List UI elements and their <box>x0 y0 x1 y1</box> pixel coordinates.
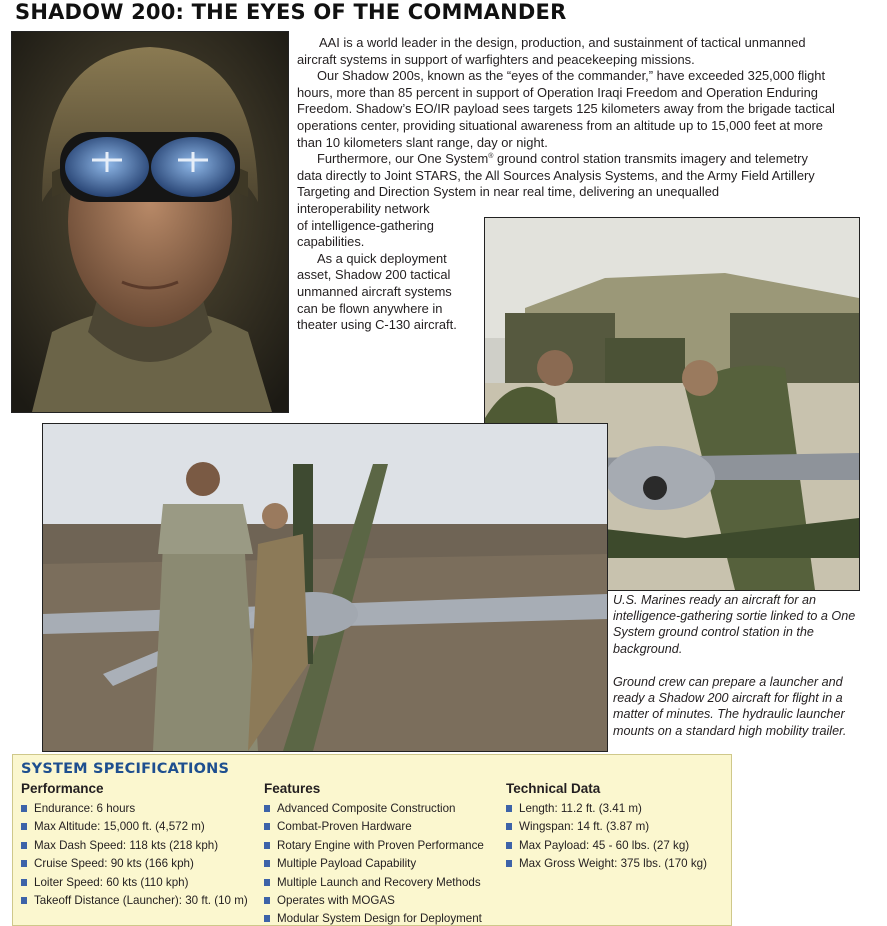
spec-item: Multiple Launch and Recovery Methods <box>264 874 484 892</box>
spec-item: Max Altitude: 15,000 ft. (4,572 m) <box>21 818 248 836</box>
technical-heading: Technical Data <box>506 781 601 796</box>
page-title: SHADOW 200: THE EYES OF THE COMMANDER <box>15 0 567 24</box>
features-column <box>264 781 484 926</box>
article-body-narrow <box>297 201 482 334</box>
registered-mark: ® <box>488 153 494 161</box>
soldier-portrait-photo <box>11 31 289 413</box>
line: interoperability network <box>297 201 430 216</box>
spec-item: Cruise Speed: 90 kts (166 kph) <box>21 855 248 873</box>
one-system-text: Furthermore, our One System <box>317 151 489 167</box>
system-specifications-panel <box>12 754 732 926</box>
technical-column <box>506 781 707 874</box>
line: asset, Shadow 200 tactical <box>297 267 451 283</box>
line: of intelligence-gathering <box>297 217 434 233</box>
spec-item: Loiter Speed: 60 kts (110 kph) <box>21 874 248 892</box>
spec-item: Max Payload: 45 - 60 lbs. (27 kg) <box>506 837 707 855</box>
spec-item: Multiple Payload Capability <box>264 855 484 873</box>
paragraph-one-system <box>297 151 835 201</box>
spec-item: Modular System Design for Deployment <box>264 910 484 926</box>
paragraph-intro: AAI is a world leader in the design, production, and sustainment of tactical unmanned aircraft systems in support of warfighters and peacekeeping missions. <box>297 35 806 67</box>
spec-item: Combat-Proven Hardware <box>264 818 484 836</box>
paragraph-flight-hours: Our Shadow 200s, known as the “eyes of the commander,” have exceeded 325,000 flight hours, more than 85 percent in support of Operation Iraqi Freedom and Operation Enduring Freedom. Shadow’s EO/IR payload sees targets 125 kilometers away from the brigade tactical operations center, providing situational awareness from an altitude up to 15,000 feet at more than 10 kilometers slant range, day or night. <box>297 68 835 150</box>
performance-column <box>21 781 248 910</box>
spec-item: Advanced Composite Construction <box>264 800 484 818</box>
spec-item: Endurance: 6 hours <box>21 800 248 818</box>
features-heading: Features <box>264 781 321 796</box>
marines-caption: U.S. Marines ready an aircraft for an intelligence-gathering sortie linked to a One System ground control station in the background. <box>613 593 856 656</box>
performance-heading: Performance <box>21 781 104 796</box>
spec-item: Operates with MOGAS <box>264 892 484 910</box>
one-system-text-cont: ground control station transmits imagery and telemetry data directly to Joint STARS, the All Sources Analysis Systems, and the Army Field Artillery Targeting and Direction System in near real time, delivering an unequalled <box>297 151 815 200</box>
spec-item: Wingspan: 14 ft. (3.87 m) <box>506 818 707 836</box>
spec-item: Max Dash Speed: 118 kts (218 kph) <box>21 837 248 855</box>
line: capabilities. <box>297 234 365 250</box>
spec-item: Length: 11.2 ft. (3.41 m) <box>506 800 707 818</box>
article-body <box>297 35 835 201</box>
line: As a quick deployment <box>317 250 447 266</box>
line: can be flown anywhere in <box>297 300 443 316</box>
spec-item: Rotary Engine with Proven Performance <box>264 837 484 855</box>
line: theater using C-130 aircraft. <box>297 317 457 333</box>
launcher-photo <box>42 423 608 752</box>
spec-item: Max Gross Weight: 375 lbs. (170 kg) <box>506 855 707 873</box>
specs-title: SYSTEM SPECIFICATIONS <box>21 761 230 777</box>
launcher-caption: Ground crew can prepare a launcher and ready a Shadow 200 aircraft for flight in a matter of minutes. The hydraulic launcher mounts on a standard high mobility trailer. <box>613 675 847 738</box>
line: unmanned aircraft systems <box>297 283 452 299</box>
spec-item: Takeoff Distance (Launcher): 30 ft. (10 m) <box>21 892 248 910</box>
